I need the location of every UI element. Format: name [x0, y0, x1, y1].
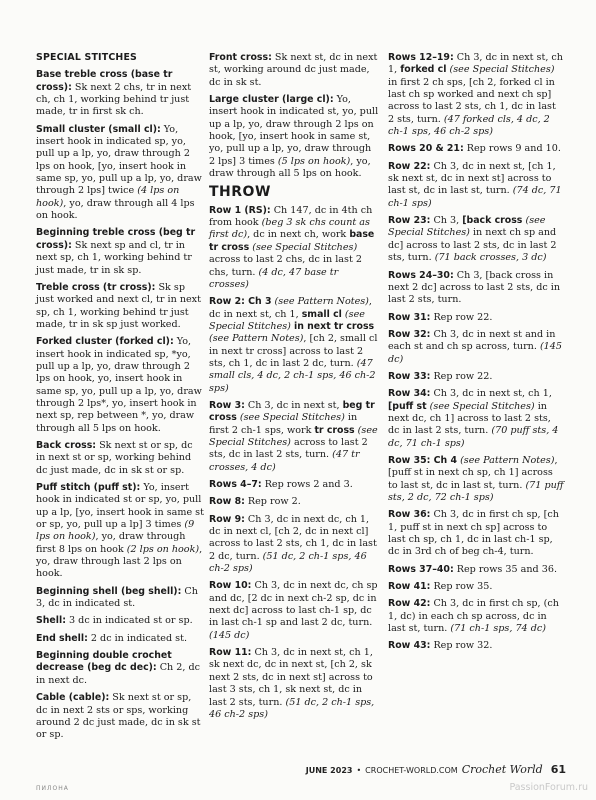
row-instruction [209, 479, 379, 491]
row-instruction-name: Rows 37–40: [388, 563, 454, 575]
row-instruction-text: Ch 3, [back cross in next 2 dc] across to last 2 sts, dc in last 2 sts, turn. [388, 269, 561, 306]
page-number: 61 [550, 763, 566, 776]
stitch-definition-text: (2 lps on hook) [126, 543, 200, 555]
row-instruction-text: small cl [301, 308, 342, 320]
row-instruction-text: , dc in next st, ch 1, [209, 296, 372, 320]
row-instruction-name: Row 9: [209, 513, 245, 525]
row-instruction-text: (see Pattern Notes) [274, 296, 369, 308]
stitch-definition-text: Sk next st or sp, dc in next st or sp, working behind dc just made, dc in sk st or sp. [36, 439, 193, 476]
row-instruction-text: (see Special Stitches) [209, 424, 378, 448]
stitch-definition-name: Forked cluster (forked cl): [36, 336, 174, 348]
stitch-definition-name: Puff stitch (puff st): [36, 482, 141, 493]
stitch-definition-name: Beginning shell (beg shell): [36, 585, 182, 597]
row-instruction-text: (71 puff sts, 2 dc, 72 ch-1 sps) [388, 479, 564, 503]
row-instruction-name: Row 22: [388, 160, 431, 172]
row-instruction-text: Ch 3, dc in next dc, ch sp and dc, [2 dc in next ch-2 sp, dc in next dc] across to last ch-1 sp, dc in last ch-1 sp and last 2 dc, turn. [209, 580, 378, 629]
row-instruction-name: Row 36: [388, 509, 431, 521]
row-instruction-name: Rows 20 & 21: [388, 143, 464, 155]
section-title: SPECIAL STITCHES [36, 52, 138, 63]
row-instruction-text: Ch 3, dc in next st, ch 1, sk next dc, dc in next st, [ch 2, sk next 2 sts, dc in next st] across to last 3 sts, ch 1, sk next st, dc in last 2 sts, turn. [209, 647, 373, 708]
row-instruction-text: (see Special Stitches) [449, 64, 555, 76]
row-instruction [209, 647, 379, 721]
row-instruction-name: Row 42: [388, 598, 431, 610]
row-instruction [388, 312, 564, 324]
row-instruction-text: Rep rows 9 and 10. [463, 143, 561, 155]
stitch-definition [36, 586, 204, 611]
row-instruction-text: (145 dc) [209, 629, 250, 641]
stitch-definition-text: , yo, draw through last 2 lps on hook. [36, 543, 203, 580]
stitch-definition-text: Ch 2, dc in next dc. [36, 662, 201, 686]
row-instruction-name: Rows 24–30: [388, 269, 454, 281]
stitch-definition [36, 282, 204, 331]
row-instruction-text: [puff st [388, 400, 427, 412]
row-instruction-text: (47 small cls, 4 dc, 2 ch-1 sps, 46 ch-2 sps) [209, 357, 376, 394]
row-instruction-text: Rep row 2. [244, 496, 301, 508]
row-instruction-text: (145 dc) [388, 341, 562, 365]
row-instruction-text: (see Pattern Notes) [460, 454, 555, 466]
row-instruction [209, 400, 379, 474]
stitch-definition-text: (9 lps on hook) [36, 519, 195, 543]
stitch-definition-name: Treble cross (tr cross): [36, 281, 156, 293]
row-instruction-text: (see Pattern Notes) [209, 333, 304, 345]
page-footer [306, 763, 566, 776]
watermark: PassionForum.ru [509, 782, 588, 793]
stitch-definition-name: Base treble cross (base tr cross): [36, 69, 173, 93]
row-instruction [388, 270, 564, 307]
row-instruction-text: Ch 3, dc in first ch sp, (ch 1, dc) in each ch sp across, dc in last st, turn. [388, 598, 559, 635]
stitch-definition-text: (4 lps on hook) [36, 185, 180, 209]
row-instruction-text: (51 dc, 2 ch-1 sps, 46 ch-2 sps) [209, 696, 375, 720]
stitch-definition-text: Sk next st or sp, dc in next 2 sts or sps, working around 2 dc just made, dc in sk st or sp. [36, 692, 201, 741]
row-instruction-text: (51 dc, 2 ch-1 sps, 46 ch-2 sps) [209, 550, 367, 575]
row-instruction-text: (47 tr crosses, 4 dc) [209, 449, 360, 473]
row-instruction-text: in next dc, ch 1] across to last 2 sts, dc in last 2 sts, turn. [388, 400, 551, 437]
row-instruction [209, 514, 379, 576]
stitch-definition [36, 124, 204, 223]
special-stitches-list [36, 69, 204, 741]
row-instruction-name: Row 23: [388, 215, 431, 227]
stitch-definition-text: Sk next st, dc in next st, working around dc just made, dc in sk st. [209, 52, 378, 88]
row-instruction-name: Row 32: [388, 328, 431, 340]
row-instruction-text: , [puff st in next ch sp, ch 1] across to last st, dc in last st, turn. [388, 454, 558, 491]
row-instruction-name: Row 35: Ch 4 [388, 454, 457, 466]
row-instruction-text: [back cross [462, 215, 523, 227]
stitch-definition-name: Cable (cable): [36, 692, 110, 704]
instructions-column-right [388, 52, 564, 658]
stitch-definition-text: Yo, insert hook in indicated st or sp, yo, pull up a lp, [yo, insert hook in same st or sp, yo, pull up a lp] 3 times [36, 482, 204, 531]
stitch-definition [36, 650, 204, 687]
special-stitches-continued [209, 52, 379, 180]
row-instruction-text: (74 dc, 71 ch-1 sps) [388, 185, 562, 209]
row-instruction [209, 580, 379, 642]
row-instruction [388, 329, 564, 366]
row-instruction-text: , dc in next ch, work [247, 229, 350, 241]
special-stitches-column [36, 52, 204, 747]
row-instruction-text: Ch 3, dc in first ch sp, [ch 1, puff st in next ch sp] across to last ch sp, ch 1, dc in last ch-1 sp, dc in 3rd ch of beg ch-4, turn. [388, 509, 559, 558]
row-instruction-name: Row 31: [388, 311, 431, 323]
row-instruction-text: (71 back crosses, 3 dc) [434, 252, 547, 264]
stitch-definition-text: Sk next 2 chs, tr in next ch, ch 1, working behind tr just made, tr in first sk ch. [36, 81, 192, 118]
row-instruction-text: Rep rows 2 and 3. [261, 479, 353, 490]
row-instruction-text: base tr cross [209, 229, 375, 253]
corner-mark: ПИЛОНА [36, 785, 69, 792]
stitch-definition [36, 440, 204, 477]
stitch-definition-name: Small cluster (small cl): [36, 123, 161, 135]
row-instruction-text: in first 2 ch-1 sps, work [209, 412, 358, 436]
row-instruction-text: Ch 3, dc in next st and in each st and ch sp across, turn. [388, 328, 556, 353]
row-instruction [388, 581, 564, 593]
row-instruction-text: Ch 3, dc in next st, ch 1, [430, 388, 552, 400]
row-instruction-text: Rep row 22. [430, 311, 493, 323]
stitch-definition-name: Back cross: [36, 439, 97, 451]
stitch-definition-text: , yo, draw through all 5 lps on hook. [209, 155, 371, 180]
stitch-definition-text: Sk next sp and cl, tr in next sp, ch 1, working behind tr just made, tr in sk sp. [36, 239, 192, 276]
row-instruction [388, 455, 564, 504]
row-instruction-text: (see Special Stitches) [388, 215, 546, 239]
row-instruction [388, 52, 564, 138]
stitch-definition-text: , yo, draw through all 4 lps on hook. [36, 197, 195, 222]
stitch-definition-name: Beginning double crochet decrease (beg dc dec): [36, 650, 172, 674]
website-url: CROCHET-WORLD.COM [365, 766, 458, 775]
row-instruction-text: across to last 2 chs, dc in last 2 chs, turn. [209, 254, 362, 278]
row-instruction-text: Ch 3, dc in next dc, ch 1, dc in next cl, [ch 2, dc in next cl] across to last 2 sts, ch 1, dc in last 2 dc, turn. [209, 513, 377, 562]
row-instruction-name: Row 34: [388, 388, 431, 400]
stitch-definition [36, 633, 204, 645]
row-instruction-name: Row 10: [209, 580, 252, 592]
row-instruction-name: Rows 4–7: [209, 479, 262, 490]
row-instruction [388, 388, 564, 450]
row-instruction-name: Rows 12–19: [388, 52, 454, 63]
stitch-definition-name: Large cluster (large cl): [209, 94, 334, 106]
row-instruction [209, 296, 379, 395]
row-instruction-name: Row 2: Ch 3 [209, 296, 272, 308]
row-instruction-text: (47 forked cls, 4 dc, 2 ch-1 sps, 46 ch-2 sps) [388, 113, 550, 138]
issue-date: JUNE 2023 [305, 766, 353, 775]
row-instruction-text: (see Special Stitches) [209, 308, 365, 332]
row-instruction-text: Rep rows 35 and 36. [453, 563, 557, 575]
stitch-definition-name: End shell: [36, 632, 88, 644]
stitch-definition-text: Yo, insert hook in indicated st, yo, pull up a lp, yo, draw through 2 lps on hook, [yo, insert hook in same st, yo, pull up a lp, yo, draw through 2 lps] 3 times [209, 94, 379, 167]
stitch-definition-text: Yo, insert hook in indicated sp, yo, pull up a lp, yo, draw through 2 lps on hook, [yo, insert hook in same sp, yo, pull up a lp, yo, draw through 2 lps] twice [36, 123, 202, 197]
stitch-definition [36, 69, 204, 118]
row-instruction-text: in next tr cross [293, 320, 375, 332]
row-instruction-text: Ch 147, dc in 4th ch from hook [209, 204, 373, 229]
row-instruction-text: (beg 3 sk chs count as first dc) [209, 217, 370, 241]
row-instruction [388, 371, 564, 383]
row-instruction-text: Ch 3, dc in next st, [244, 399, 343, 411]
stitch-definition [209, 52, 379, 89]
stitch-definition [36, 227, 204, 276]
stitch-definition-name: Beginning treble cross (beg tr cross): [36, 227, 196, 251]
stitch-definition-text: 2 dc in indicated st. [87, 632, 188, 644]
row-instruction [388, 564, 564, 576]
stitch-definition-text: 3 dc in indicated st or sp. [65, 615, 193, 627]
row-instruction [388, 509, 564, 558]
stitch-definition-text: , yo, draw through first 8 lps on hook [36, 531, 186, 555]
stitch-definition [36, 615, 204, 627]
row-instruction-text: tr cross [314, 424, 355, 436]
row-instruction [209, 205, 379, 291]
stitch-definition-text: Sk sp just worked and next cl, tr in next sp, ch 1, working behind tr just made, tr in sk sp just worked. [36, 281, 201, 330]
row-instruction-text: beg tr cross [209, 399, 375, 424]
row-instruction-text: (4 dc, 47 base tr crosses) [209, 266, 339, 290]
magazine-name: Crochet World [461, 763, 543, 776]
row-instruction-name: Row 33: [388, 370, 431, 382]
stitch-definition-text: Ch 3, dc in indicated st. [36, 585, 198, 610]
row-instruction-text: across to last 2 sts, dc in last 2 sts, turn. [209, 436, 368, 461]
row-instruction-text: , [ch 2, small cl in next tr cross] across to last 2 sts, ch 1, dc in last 2 dc, turn. [209, 333, 378, 369]
stitch-definition [209, 94, 379, 180]
row-instruction-name: Row 8: [209, 496, 245, 508]
stitch-definition-text: (5 lps on hook) [277, 155, 351, 167]
row-instruction-text: in next ch sp and dc] across to last 2 sts, dc in last 2 sts, turn. [388, 227, 557, 264]
row-instruction-text: (70 puff sts, 4 dc, 71 ch-1 sps) [388, 425, 559, 449]
instructions-column-middle [209, 52, 379, 726]
row-instruction-name: Row 1 (RS): [209, 204, 271, 216]
row-instruction [388, 598, 564, 635]
throw-rows-list [209, 205, 379, 721]
row-instruction-name: Row 41: [388, 581, 431, 593]
row-instruction-text: (see Special Stitches) [252, 241, 358, 253]
stitch-definition [36, 692, 204, 741]
stitch-definition [36, 482, 204, 581]
row-instruction-text: Rep row 35. [430, 581, 493, 593]
row-instruction-text: (see Special Stitches) [239, 412, 345, 424]
row-instruction-name: Row 3: [209, 399, 245, 411]
row-instruction [209, 496, 379, 508]
row-instruction-text: (71 ch-1 sps, 74 dc) [450, 623, 546, 635]
row-instruction-text: Ch 3, dc in next st, ch 1, [388, 52, 563, 76]
row-instruction [388, 215, 564, 264]
row-instruction-name: Row 43: [388, 640, 431, 652]
stitch-definition-text: Yo, insert hook in indicated sp, *yo, pull up a lp, yo, draw through 2 lps on hook, yo, insert hook in same sp, yo, pull up a lp, yo, draw through 2 lps*, yo, insert hook in next sp, rep between *, yo, draw through all 5 lps on hook. [36, 336, 202, 434]
row-instruction-text: Ch 3, [430, 215, 463, 227]
row-instruction-text: forked cl [400, 64, 447, 76]
row-instruction-name: Row 11: [209, 647, 252, 659]
footer-separator: • [356, 766, 362, 775]
row-instruction-text: Rep row 32. [430, 640, 493, 652]
row-instruction-text: in first 2 ch sps, [ch 2, forked cl in last ch sp worked and next ch sp] across to last 2 sts, ch 1, dc in last 2 sts, turn. [388, 76, 556, 125]
row-instruction-text: Ch 3, dc in next st, [ch 1, sk next st, dc in next st] across to last st, dc in last st, turn. [388, 160, 556, 197]
row-instruction-text: (see Special Stitches) [429, 400, 535, 412]
row-instruction [388, 640, 564, 652]
stitch-definition-name: Front cross: [209, 52, 272, 63]
row-instruction [388, 161, 564, 210]
row-instruction-text: Rep row 22. [430, 370, 493, 382]
throw-rows-list-continued [388, 52, 564, 653]
row-instruction [388, 143, 564, 155]
stitch-definition [36, 336, 204, 435]
throw-heading: THROW [209, 184, 271, 201]
stitch-definition-name: Shell: [36, 615, 66, 627]
